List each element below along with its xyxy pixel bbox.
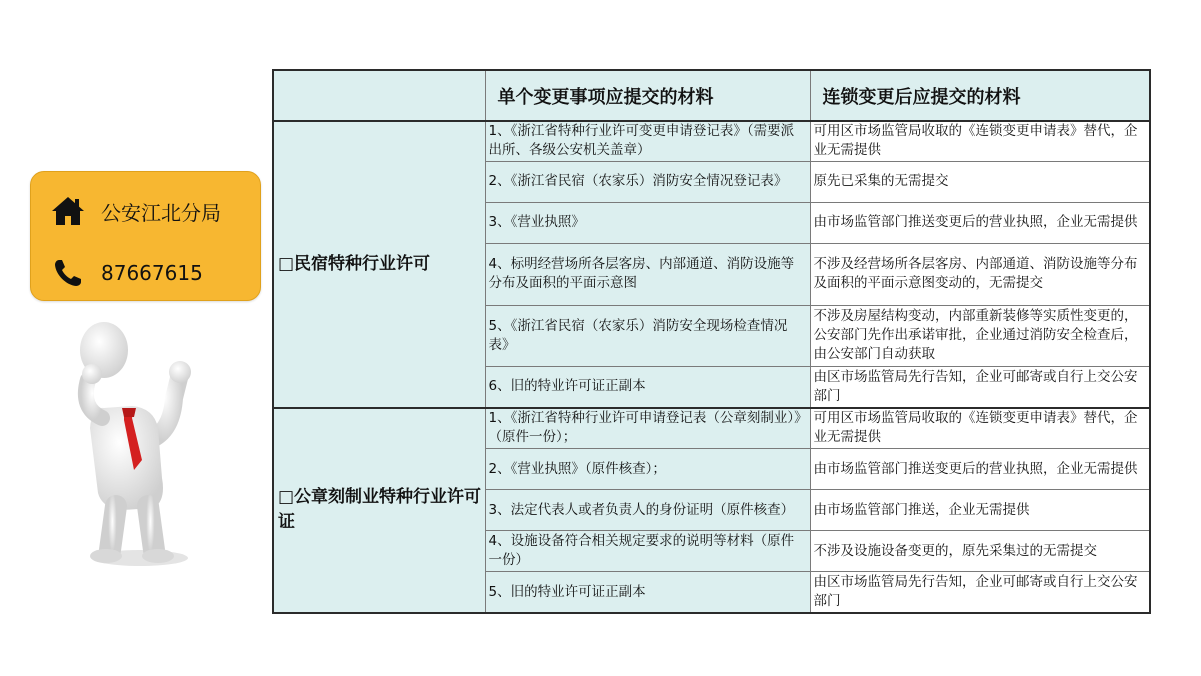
single-material-cell: 1、《浙江省特种行业许可变更申请登记表》（需要派出所、各级公安机关盖章）: [485, 121, 810, 161]
single-material-cell: 1、《浙江省特种行业许可申请登记表（公章刻制业）》（原件一份）；: [485, 408, 810, 449]
chain-material-cell: 可用区市场监管局收取的《连锁变更申请表》替代，企业无需提供: [810, 408, 1150, 449]
phone-number: 87667615: [101, 261, 203, 285]
header-corner: [273, 70, 485, 121]
single-material-cell: 5、《浙江省民宿（农家乐）消防安全现场检查情况表》: [485, 305, 810, 366]
chain-material-cell: 由区市场监管局先行告知，企业可邮寄或自行上交公安部门: [810, 366, 1150, 407]
office-name: 公安江北分局: [101, 200, 221, 225]
single-material-cell: 2、《营业执照》（原件核查）；: [485, 449, 810, 490]
single-material-cell: 4、标明经营场所各层客房、内部通道、消防设施等分布及面积的平面示意图: [485, 243, 810, 305]
phone-icon: [51, 256, 85, 290]
category-seal-engraving-license: □公章刻制业特种行业许可证: [273, 408, 485, 613]
table-row: [273, 121, 1150, 161]
thinking-figure-illustration: [62, 318, 212, 568]
phone-row: [51, 256, 203, 290]
header-single-change: 单个变更事项应提交的材料: [485, 70, 810, 121]
chain-material-cell: 原先已采集的无需提交: [810, 161, 1150, 202]
category-minsu-license: □民宿特种行业许可: [273, 121, 485, 408]
home-icon: [51, 194, 85, 228]
single-material-cell: 4、设施设备符合相关规定要求的说明等材料（原件一份）: [485, 531, 810, 572]
single-material-cell: 2、《浙江省民宿（农家乐）消防安全情况登记表》: [485, 161, 810, 202]
chain-material-cell: 可用区市场监管局收取的《连锁变更申请表》替代，企业无需提供: [810, 121, 1150, 161]
single-material-cell: 3、《营业执照》: [485, 202, 810, 243]
chain-material-cell: 由市场监管部门推送变更后的营业执照，企业无需提供: [810, 449, 1150, 490]
chain-material-cell: 由区市场监管局先行告知，企业可邮寄或自行上交公安部门: [810, 572, 1150, 613]
single-material-cell: 5、旧的特业许可证正副本: [485, 572, 810, 613]
chain-material-cell: 由市场监管部门推送，企业无需提供: [810, 490, 1150, 531]
chain-material-cell: 不涉及经营场所各层客房、内部通道、消防设施等分布及面积的平面示意图变动的，无需提交: [810, 243, 1150, 305]
chain-material-cell: 由市场监管部门推送变更后的营业执照，企业无需提供: [810, 202, 1150, 243]
single-material-cell: 6、旧的特业许可证正副本: [485, 366, 810, 407]
table-row: [273, 408, 1150, 449]
contact-card: [30, 171, 261, 301]
chain-material-cell: 不涉及房屋结构变动，内部重新装修等实质性变更的，公安部门先作出承诺审批，企业通过消防安全检查后，由公安部门自动获取: [810, 305, 1150, 366]
materials-table: [272, 69, 1151, 614]
single-material-cell: 3、法定代表人或者负责人的身份证明（原件核查）: [485, 490, 810, 531]
chain-material-cell: 不涉及设施设备变更的，原先采集过的无需提交: [810, 531, 1150, 572]
header-row: [273, 70, 1150, 121]
office-row: [51, 194, 221, 228]
header-chain-change: 连锁变更后应提交的材料: [810, 70, 1150, 121]
